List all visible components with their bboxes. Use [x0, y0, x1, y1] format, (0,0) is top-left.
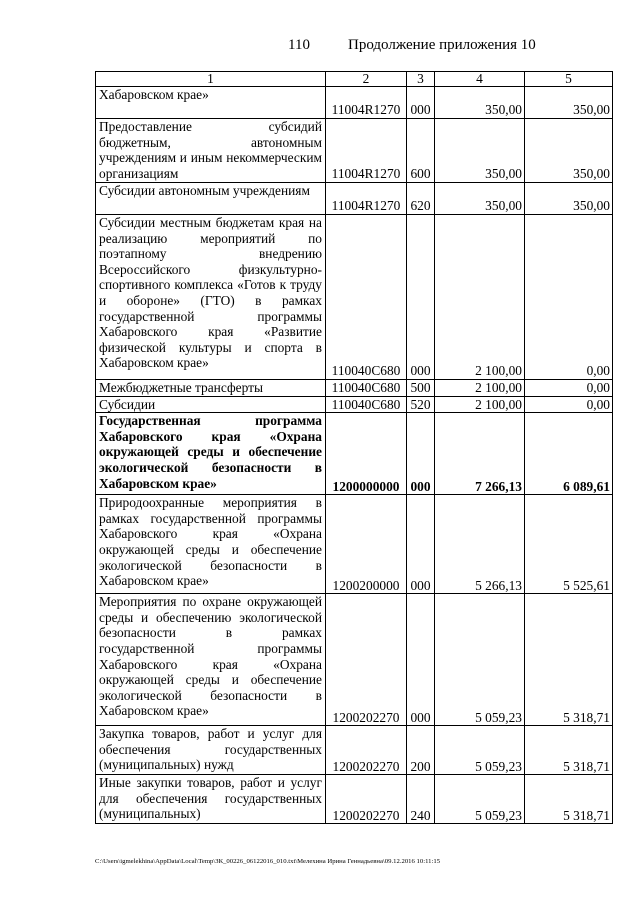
page-number: 110	[288, 37, 310, 53]
row-value-2: 350,00	[525, 87, 613, 119]
budget-table	[95, 71, 613, 824]
row-code: 11004R1270	[326, 183, 407, 215]
row-code: 11004R1270	[326, 119, 407, 183]
row-name: Межбюджетные трансферты	[96, 380, 326, 397]
row-value-1: 350,00	[435, 119, 525, 183]
row-code: 1200200000	[326, 495, 407, 594]
row-value-2: 6 089,61	[525, 413, 613, 495]
row-vr: 620	[407, 183, 435, 215]
table-row	[96, 119, 613, 183]
row-value-1: 2 100,00	[435, 215, 525, 380]
row-value-2: 5 318,71	[525, 726, 613, 775]
table-row	[96, 495, 613, 594]
row-vr: 520	[407, 396, 435, 413]
row-name: Природоохранные мероприятия в рамках государственной программы Хабаровского края «Охрана окружающей среды и обеспечение экологической безопасности в Хабаровском крае»	[96, 495, 326, 594]
row-value-1: 2 100,00	[435, 396, 525, 413]
row-vr: 000	[407, 215, 435, 380]
row-value-2: 5 318,71	[525, 775, 613, 824]
row-name: Предоставление субсидий бюджетным, автономным учреждениям и иным некоммерческим организациям	[96, 119, 326, 183]
row-vr: 600	[407, 119, 435, 183]
row-name: Мероприятия по охране окружающей среды и обеспечению экологической безопасности в рамках государственной программы Хабаровского края «Охрана окружающей среды и обеспечение экологической безопасности в Хабаровском крае»	[96, 594, 326, 726]
row-vr: 240	[407, 775, 435, 824]
row-vr: 000	[407, 495, 435, 594]
row-vr: 200	[407, 726, 435, 775]
row-value-2: 350,00	[525, 183, 613, 215]
table-row	[96, 413, 613, 495]
table-row	[96, 380, 613, 397]
row-code: 110040С680	[326, 396, 407, 413]
appendix-title: Продолжение приложения 10	[348, 37, 536, 53]
table-row	[96, 594, 613, 726]
row-value-2: 5 525,61	[525, 495, 613, 594]
row-value-2: 0,00	[525, 380, 613, 397]
table-row	[96, 726, 613, 775]
column-header: 3	[407, 72, 435, 87]
row-name: Субсидии автономным учреждениям	[96, 183, 326, 215]
row-name: Субсидии	[96, 396, 326, 413]
row-value-1: 350,00	[435, 87, 525, 119]
row-code: 1200202270	[326, 726, 407, 775]
table-row	[96, 215, 613, 380]
row-name: Иные закупки товаров, работ и услуг для обеспечения государственных (муниципальных)	[96, 775, 326, 824]
row-value-1: 5 059,23	[435, 726, 525, 775]
table-row	[96, 396, 613, 413]
row-vr: 000	[407, 87, 435, 119]
row-name: Закупка товаров, работ и услуг для обеспечения государственных (муниципальных) нужд	[96, 726, 326, 775]
row-vr: 000	[407, 594, 435, 726]
row-name: Государственная программа Хабаровского края «Охрана окружающей среды и обеспечение экологической безопасности в Хабаровском крае»	[96, 413, 326, 495]
row-name: Субсидии местным бюджетам края на реализацию мероприятий по поэтапному внедрению Всероссийского физкультурно-спортивного комплекса «Готов к труду и обороне» (ГТО) в рамках государственной программы Хабаровского края «Развитие физической культуры и спорта в Хабаровском крае»	[96, 215, 326, 380]
column-header: 4	[435, 72, 525, 87]
column-header: 5	[525, 72, 613, 87]
row-value-2: 5 318,71	[525, 594, 613, 726]
row-code: 1200000000	[326, 413, 407, 495]
row-vr: 000	[407, 413, 435, 495]
row-value-2: 350,00	[525, 119, 613, 183]
row-vr: 500	[407, 380, 435, 397]
page-header	[0, 37, 640, 59]
row-code: 110040С680	[326, 215, 407, 380]
row-code: 11004R1270	[326, 87, 407, 119]
row-value-1: 7 266,13	[435, 413, 525, 495]
row-value-1: 2 100,00	[435, 380, 525, 397]
column-header: 1	[96, 72, 326, 87]
row-value-1: 5 266,13	[435, 495, 525, 594]
row-code: 110040С680	[326, 380, 407, 397]
row-value-1: 350,00	[435, 183, 525, 215]
column-header: 2	[326, 72, 407, 87]
row-name: Хабаровском крае»	[96, 87, 326, 119]
table-row	[96, 87, 613, 119]
row-code: 1200202270	[326, 775, 407, 824]
row-code: 1200202270	[326, 594, 407, 726]
row-value-2: 0,00	[525, 215, 613, 380]
row-value-2: 0,00	[525, 396, 613, 413]
table-row	[96, 183, 613, 215]
table-header-row	[96, 72, 613, 87]
file-path-footer: C:\Users\igmelekhina\AppData\Local\Temp\ЗК_00226_06122016_010.txt\Мелехина Ирина Геннадьевна\09.12.2016 10:11:15	[95, 858, 441, 865]
table-row	[96, 775, 613, 824]
row-value-1: 5 059,23	[435, 775, 525, 824]
row-value-1: 5 059,23	[435, 594, 525, 726]
